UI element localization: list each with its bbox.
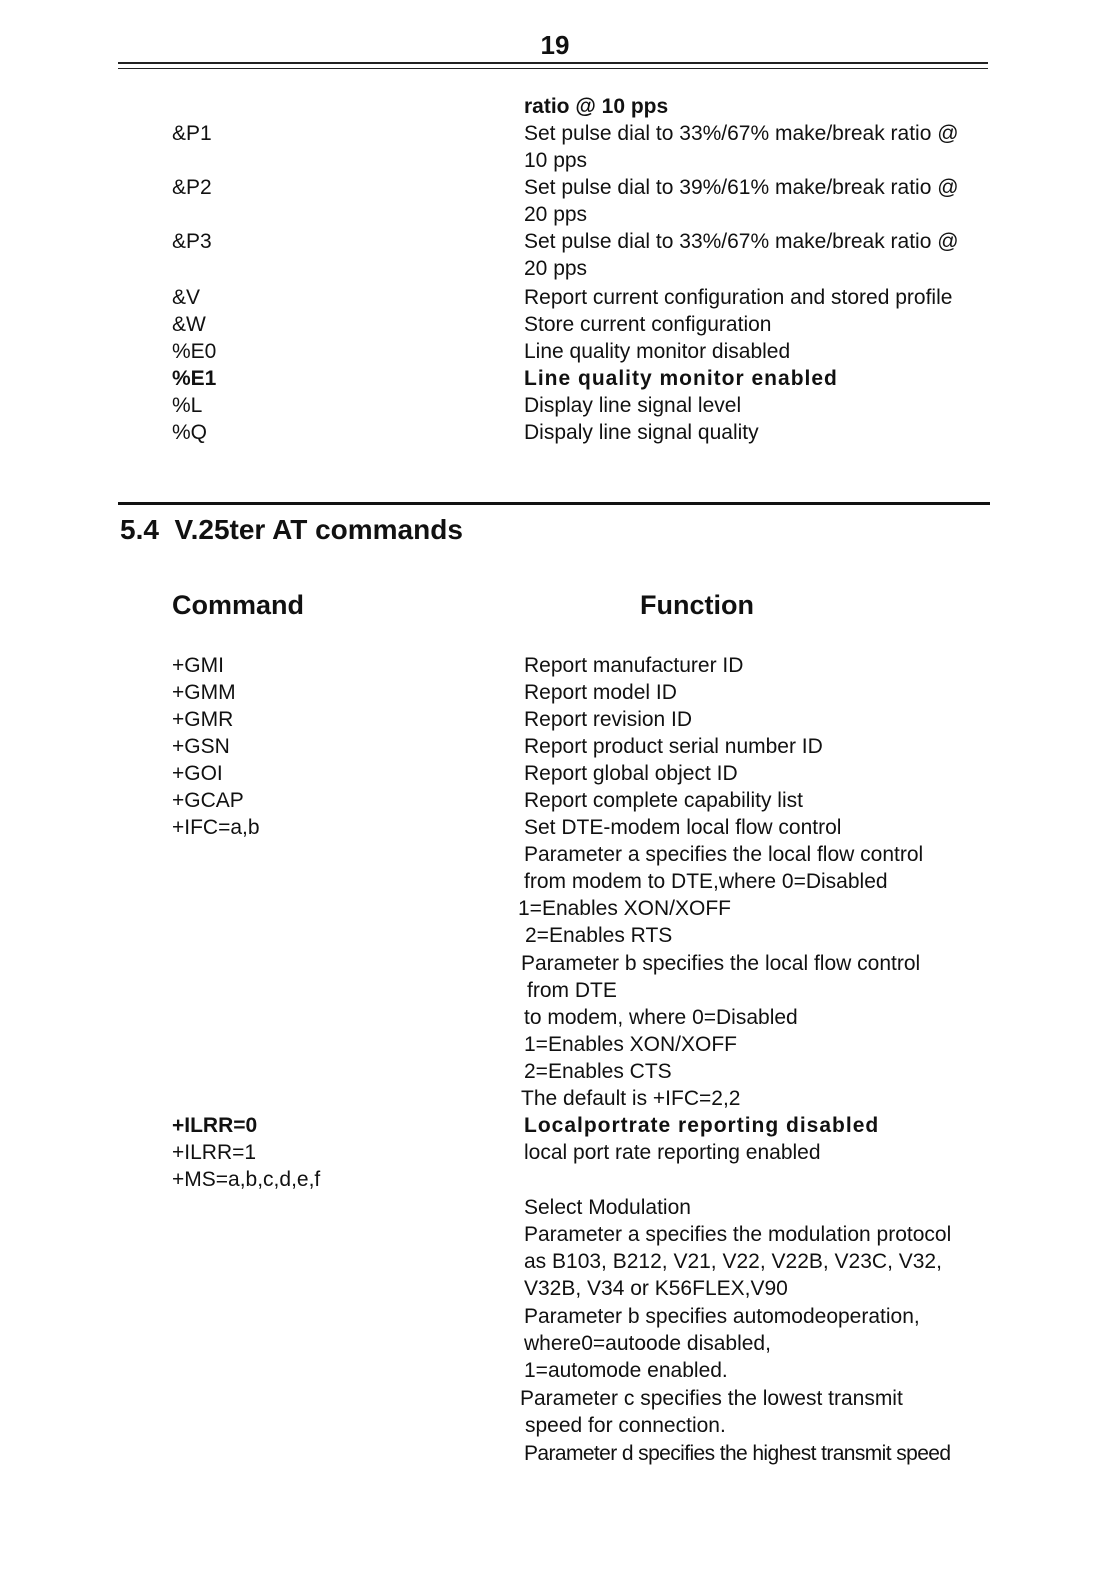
fn-w: Store current configuration — [524, 313, 772, 336]
fn-ilrr0: Localportrate reporting disabled — [524, 1114, 880, 1137]
section-heading — [120, 514, 463, 546]
fn-ms-line8: Parameter c specifies the lowest transmit — [520, 1387, 903, 1410]
fn-p2-line1: Set pulse dial to 39%/61% make/break ratio @ — [524, 176, 959, 199]
section-rule — [118, 502, 990, 505]
cmd-p1: &P1 — [172, 122, 212, 145]
fn-ms-line5: Parameter b specifies automodeoperation, — [524, 1305, 920, 1328]
fn-ifc-line11: The default is +IFC=2,2 — [521, 1087, 741, 1110]
fn-ms-line7: 1=automode enabled. — [524, 1359, 728, 1382]
fn-e1: Line quality monitor enabled — [524, 367, 838, 390]
fn-ms-line6: where0=autoode disabled, — [524, 1332, 771, 1355]
fn-l: Display line signal level — [524, 394, 742, 417]
section-title: V.25ter AT commands — [174, 514, 463, 545]
fn-p3-line2: 20 pps — [524, 257, 588, 280]
cmd-w: &W — [172, 313, 206, 336]
column-header-function: Function — [640, 590, 754, 620]
fn-q: Dispaly line signal quality — [524, 421, 759, 444]
cmd-gcap: +GCAP — [172, 789, 244, 812]
fn-ilrr1: local port rate reporting enabled — [524, 1141, 821, 1164]
fn-ifc-line9: 1=Enables XON/XOFF — [524, 1033, 738, 1056]
fn-ifc-line2: Parameter a specifies the local flow control — [524, 843, 924, 866]
cmd-gsn: +GSN — [172, 735, 230, 758]
fn-goi: Report global object ID — [524, 762, 738, 785]
fn-gmi: Report manufacturer ID — [524, 654, 744, 677]
fn-gcap: Report complete capability list — [524, 789, 803, 812]
section-number: 5.4 — [120, 514, 159, 545]
cmd-goi: +GOI — [172, 762, 223, 785]
fn-p3-line1: Set pulse dial to 33%/67% make/break ratio @ — [524, 230, 959, 253]
continuation-text: ratio @ 10 pps — [524, 95, 669, 118]
fn-ifc-line3: from modem to DTE,where 0=Disabled — [524, 870, 888, 893]
fn-ifc-line8: to modem, where 0=Disabled — [524, 1006, 798, 1029]
header-rule-thin — [118, 68, 988, 69]
fn-ms-line10: Parameter d specifies the highest transmit speed — [524, 1442, 951, 1465]
cmd-l: %L — [172, 394, 203, 417]
page-number: 19 — [540, 30, 570, 60]
fn-gsn: Report product serial number ID — [524, 735, 823, 758]
fn-v: Report current configuration and stored profile — [524, 286, 953, 309]
fn-p1-line2: 10 pps — [524, 149, 588, 172]
column-header-command: Command — [172, 590, 305, 620]
cmd-ilrr1: +ILRR=1 — [172, 1141, 257, 1164]
cmd-e0: %E0 — [172, 340, 217, 363]
fn-ifc-line6: Parameter b specifies the local flow control — [521, 952, 921, 975]
fn-ifc-line10: 2=Enables CTS — [524, 1060, 672, 1083]
fn-ms-line3: as B103, B212, V21, V22, V22B, V23C, V32, — [524, 1250, 942, 1273]
header-rule — [118, 62, 988, 64]
fn-p1-line1: Set pulse dial to 33%/67% make/break ratio @ — [524, 122, 959, 145]
fn-ms-line1: Select Modulation — [524, 1196, 691, 1219]
fn-ifc-line4: 1=Enables XON/XOFF — [518, 897, 732, 920]
cmd-ms: +MS=a,b,c,d,e,f — [172, 1168, 321, 1191]
cmd-p3: &P3 — [172, 230, 212, 253]
fn-ifc-line5: 2=Enables RTS — [525, 924, 673, 947]
cmd-gmi: +GMI — [172, 654, 224, 677]
fn-ifc-line7: from DTE — [527, 979, 617, 1002]
cmd-ilrr0: +ILRR=0 — [172, 1114, 258, 1137]
cmd-ifc: +IFC=a,b — [172, 816, 260, 839]
fn-gmm: Report model ID — [524, 681, 677, 704]
fn-p2-line2: 20 pps — [524, 203, 588, 226]
fn-e0: Line quality monitor disabled — [524, 340, 791, 363]
cmd-v: &V — [172, 286, 201, 309]
fn-gmr: Report revision ID — [524, 708, 693, 731]
cmd-q: %Q — [172, 421, 208, 444]
cmd-p2: &P2 — [172, 176, 212, 199]
fn-ms-line2: Parameter a specifies the modulation protocol — [524, 1223, 952, 1246]
fn-ms-line9: speed for connection. — [525, 1414, 726, 1437]
fn-ms-line4: V32B, V34 or K56FLEX,V90 — [524, 1277, 788, 1300]
fn-ifc-line1: Set DTE-modem local flow control — [524, 816, 842, 839]
cmd-gmr: +GMR — [172, 708, 234, 731]
cmd-gmm: +GMM — [172, 681, 236, 704]
cmd-e1: %E1 — [172, 367, 217, 390]
